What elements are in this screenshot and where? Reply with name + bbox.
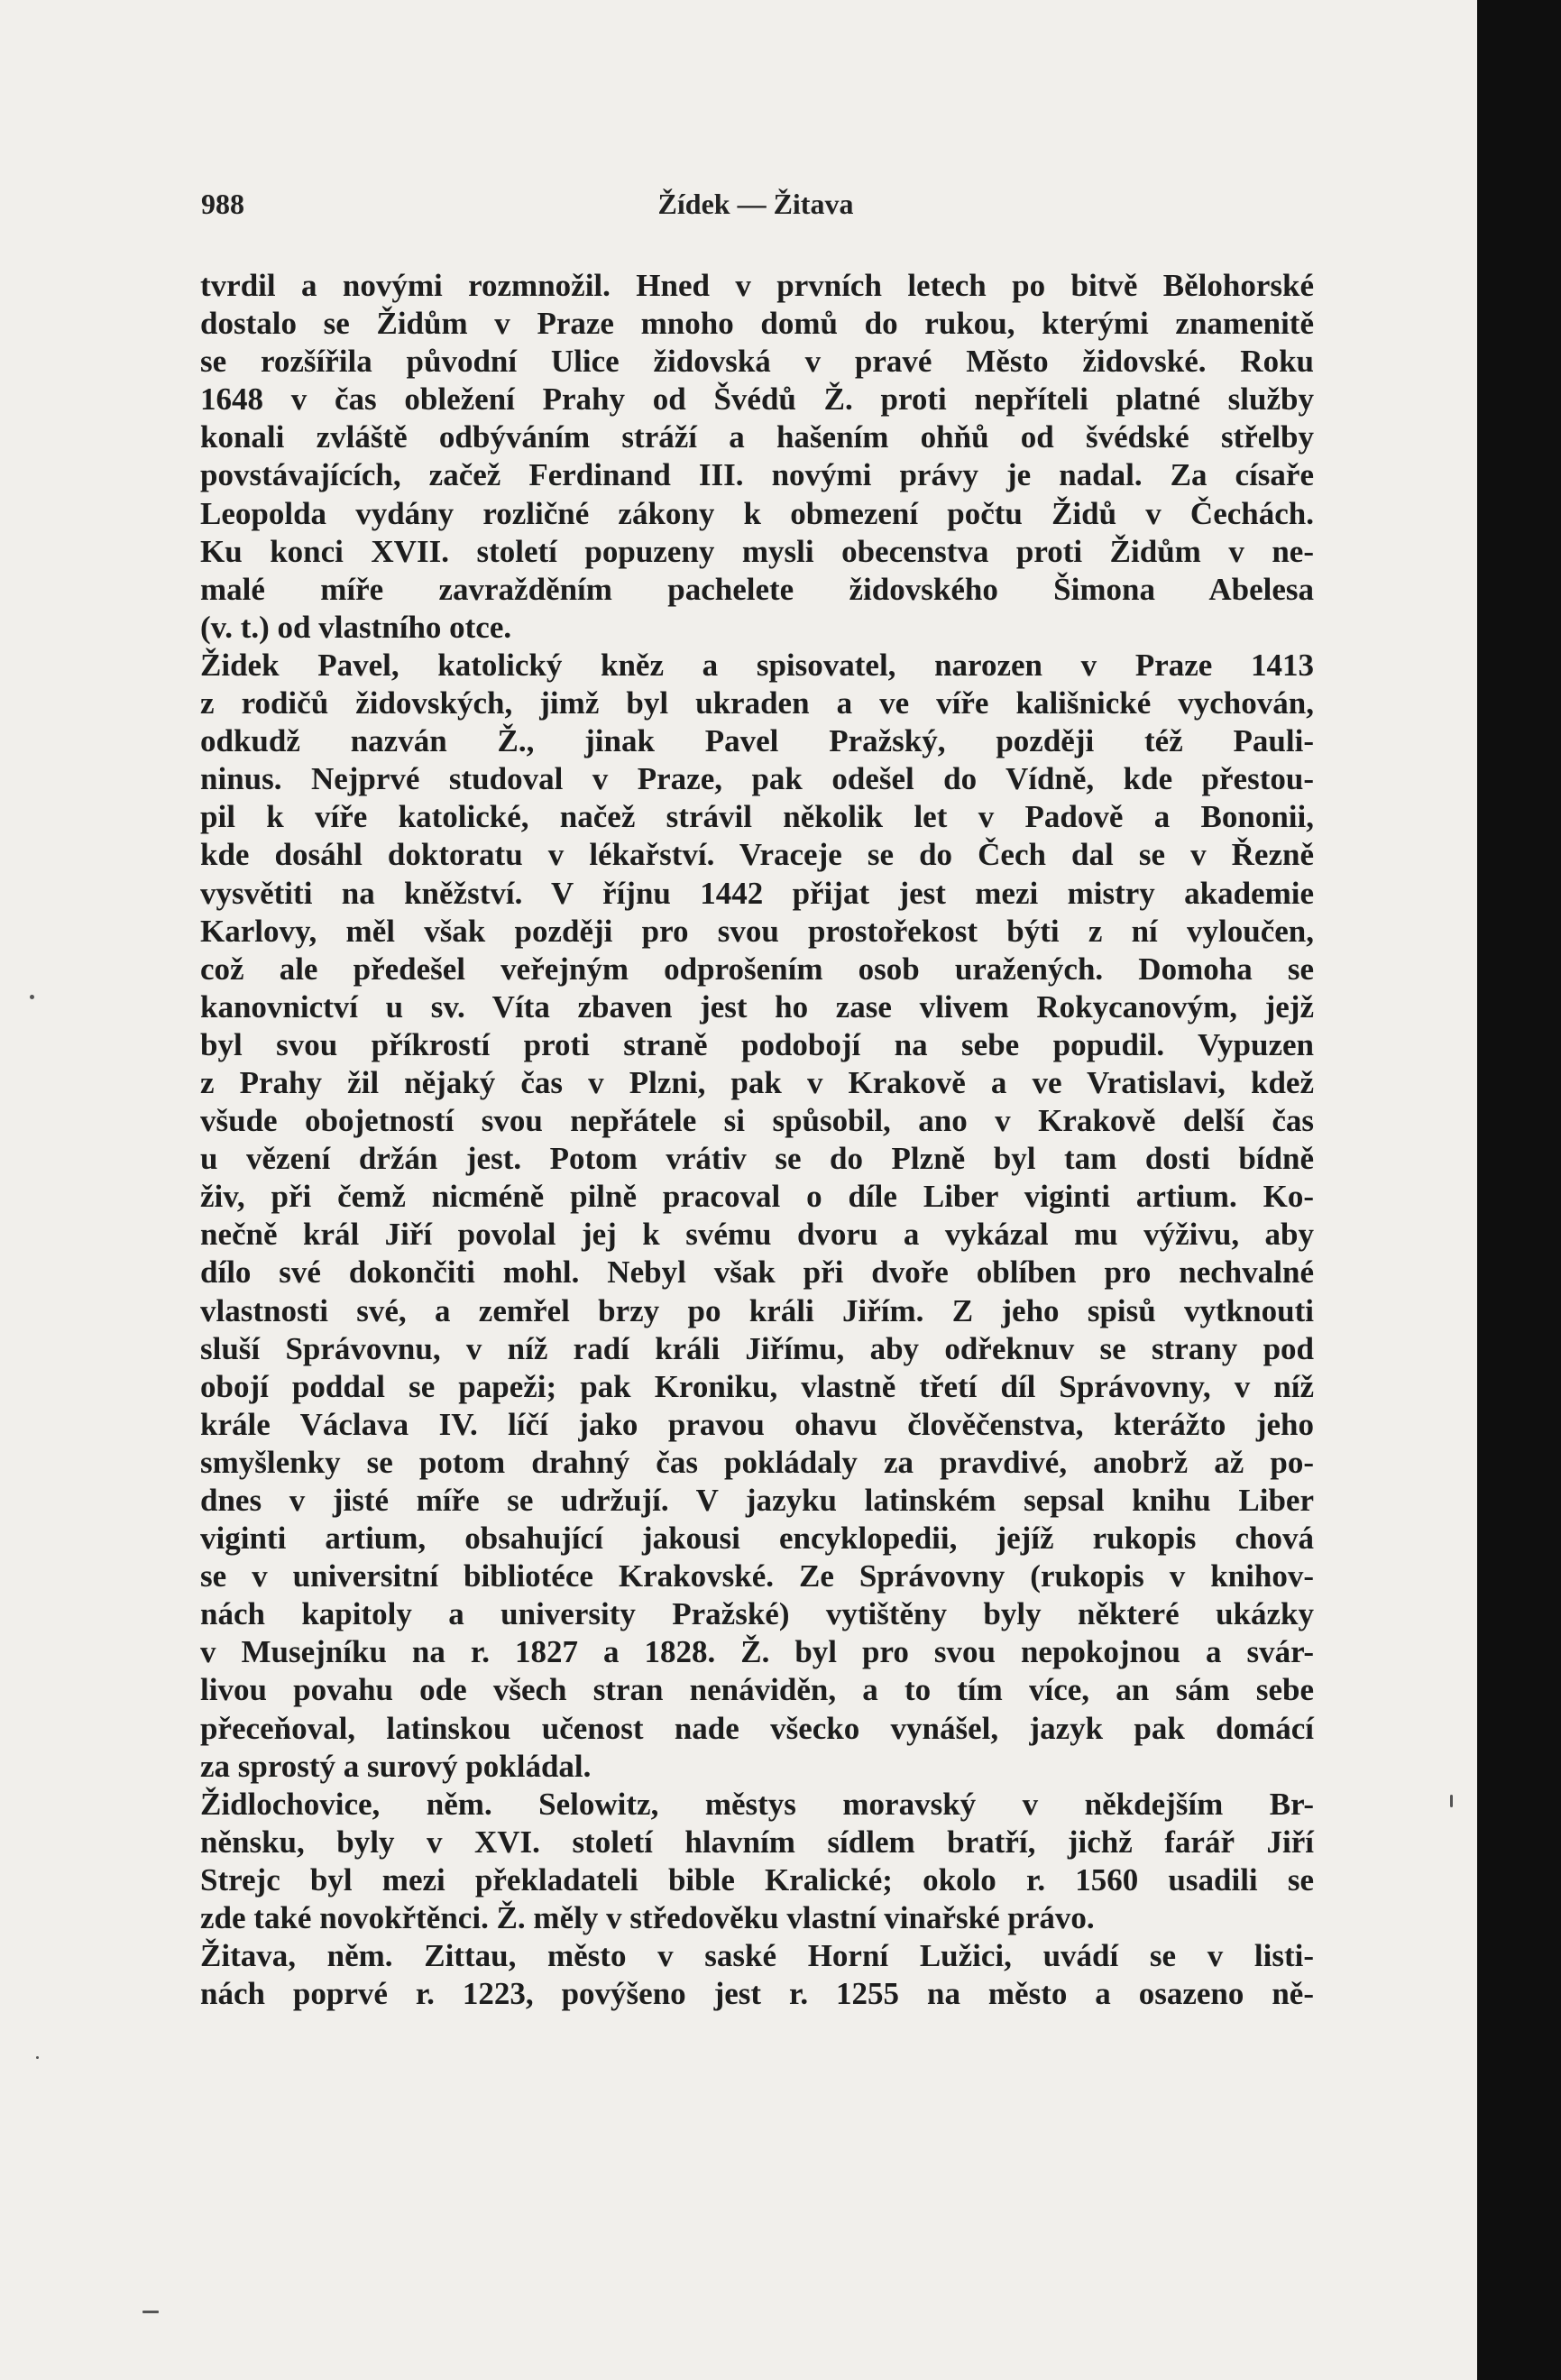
text-line: Karlovy, měl však později pro svou prostořekost býti z ní vyloučen,: [200, 913, 1314, 949]
text-line: nečně král Jiří povolal jej k svému dvoru a vykázal mu výživu, aby: [200, 1217, 1314, 1253]
text-line: Ku konci XVII. století popuzeny mysli obecenstva proti Židům v ne-: [200, 533, 1314, 569]
text-line: krále Václava IV. líčí jako pravou ohavu člověčenstva, kterážto jeho: [200, 1406, 1314, 1442]
text-line: v Musejníku na r. 1827 a 1828. Ž. byl pro svou nepokojnou a svár-: [200, 1634, 1314, 1670]
text-line: tvrdil a novými rozmnožil. Hned v prvních letech po bitvě Bělohorské: [200, 268, 1314, 303]
scan-speck: [142, 2311, 159, 2313]
text-line: živ, při čemž nicméně pilně pracoval o díle Liber viginti artium. Ko-: [200, 1179, 1314, 1215]
text-line: odkudž nazván Ž., jinak Pavel Pražský, později též Pauli-: [200, 723, 1314, 759]
text-line: dostalo se Židům v Praze mnoho domů do rukou, kterými znamenitě: [200, 306, 1314, 342]
text-line: 1648 v čas obležení Prahy od Švédů Ž. proti nepříteli platné služby: [200, 381, 1314, 418]
scan-edge: [1477, 0, 1561, 2380]
text-line: pil k víře katolické, načež strávil několik let v Padově a Bononii,: [200, 799, 1314, 835]
text-line: povstávajících, začež Ferdinand III. novými právy je nadal. Za císaře: [200, 457, 1314, 493]
text-line: dílo své dokončiti mohl. Nebyl však při dvoře oblíben pro nechvalné: [200, 1254, 1314, 1291]
text-line: Strejc byl mezi překladateli bible Kralické; okolo r. 1560 usadili se: [200, 1861, 1314, 1898]
scan-speck: [30, 995, 34, 999]
text-line: zde také novokřtěnci. Ž. měly v středověku vlastní vinařské právo.: [200, 1900, 1095, 1936]
text-line: malé míře zavražděním pachelete židovského Šimona Abelesa: [200, 571, 1314, 607]
text-line: konali zvláště odbýváním stráží a hašením ohňů od švédské střelby: [200, 419, 1314, 455]
text-line: obojí poddal se papeži; pak Kroniku, vlastně třetí díl Správovny, v níž: [200, 1368, 1314, 1404]
text-line: se rozšířila původní Ulice židovská v pravé Město židovské. Roku: [200, 344, 1314, 380]
text-line: kanovnictví u sv. Víta zbaven jest ho zase vlivem Rokycanovým, jejž: [200, 988, 1314, 1025]
running-head: Žídek — Žitava: [657, 188, 854, 220]
text-line: nách kapitoly a university Pražské) vytištěny byly některé ukázky: [200, 1596, 1314, 1632]
entry-zidek-start: Židek Pavel, katolický kněz a spisovatel, narozen v Praze 1413: [200, 647, 1314, 683]
scan-speck: [1450, 1795, 1453, 1807]
text-line: byl svou příkrostí proti straně podobojí na sebe popudil. Vypuzen: [200, 1026, 1314, 1062]
entry-zidlochovice-start: Židlochovice, něm. Selowitz, městys moravský v někdejším Br-: [200, 1786, 1314, 1822]
text-line: u vězení držán jest. Potom vrátiv se do Plzně byl tam dosti bídně: [200, 1141, 1314, 1177]
text-line: smyšlenky se potom drahný čas pokládaly za pravdivé, anobrž až po-: [200, 1444, 1314, 1480]
text-line: nách poprvé r. 1223, povýšeno jest r. 1255 na město a osazeno ně-: [200, 1976, 1314, 2012]
text-line: sluší Správovnu, v níž radí králi Jiřímu, aby odřeknuv se strany pod: [200, 1330, 1314, 1366]
body-text: [200, 267, 1314, 2013]
text-line: livou povahu ode všech stran nenáviděn, a to tím více, an sám sebe: [200, 1672, 1314, 1708]
scan-speck: [36, 2056, 39, 2059]
text-line: z rodičů židovských, jimž byl ukraden a ve víře kališnické vychován,: [200, 685, 1314, 721]
text-line: (v. t.) od vlastního otce.: [200, 609, 512, 645]
text-line: se v universitní bibliotéce Krakovské. Ze Správovny (rukopis v knihov-: [200, 1558, 1314, 1594]
text-line: vlastnosti své, a zemřel brzy po králi Jiřím. Z jeho spisů vytknouti: [200, 1292, 1314, 1328]
page-header: [201, 188, 1310, 229]
text-line: přeceňoval, latinskou učenost nade všecko vynášel, jazyk pak domácí: [200, 1710, 1314, 1746]
text-line: což ale předešel veřejným odprošením osob uražených. Domoha se: [200, 951, 1314, 987]
text-line: viginti artium, obsahující jakousi encyklopedii, jejíž rukopis chová: [200, 1521, 1314, 1557]
text-line: kde dosáhl doktoratu v lékařství. Vraceje se do Čech dal se v Řezně: [200, 837, 1314, 873]
text-line: za sprostý a surový pokládal.: [200, 1748, 592, 1784]
entry-zitava-start: Žitava, něm. Zittau, město v saské Horní Lužici, uvádí se v listi-: [200, 1938, 1314, 1974]
page-number: 988: [201, 188, 244, 220]
text-line: všude obojetností svou nepřátele si spůsobil, ano v Krakově delší čas: [200, 1103, 1314, 1139]
text-line: něnsku, byly v XVI. století hlavním sídlem bratří, jichž farář Jiří: [200, 1824, 1314, 1860]
text-line: z Prahy žil nějaký čas v Plzni, pak v Krakově a ve Vratislavi, kdež: [200, 1064, 1314, 1100]
text-line: dnes v jisté míře se udržují. V jazyku latinském sepsal knihu Liber: [200, 1483, 1314, 1518]
text-line: ninus. Nejprvé studoval v Praze, pak odešel do Vídně, kde přestou-: [200, 761, 1314, 797]
text-line: vysvětiti na kněžství. V říjnu 1442 přijat jest mezi mistry akademie: [200, 875, 1314, 911]
text-line: Leopolda vydány rozličné zákony k obmezení počtu Židů v Čechách.: [200, 495, 1314, 531]
